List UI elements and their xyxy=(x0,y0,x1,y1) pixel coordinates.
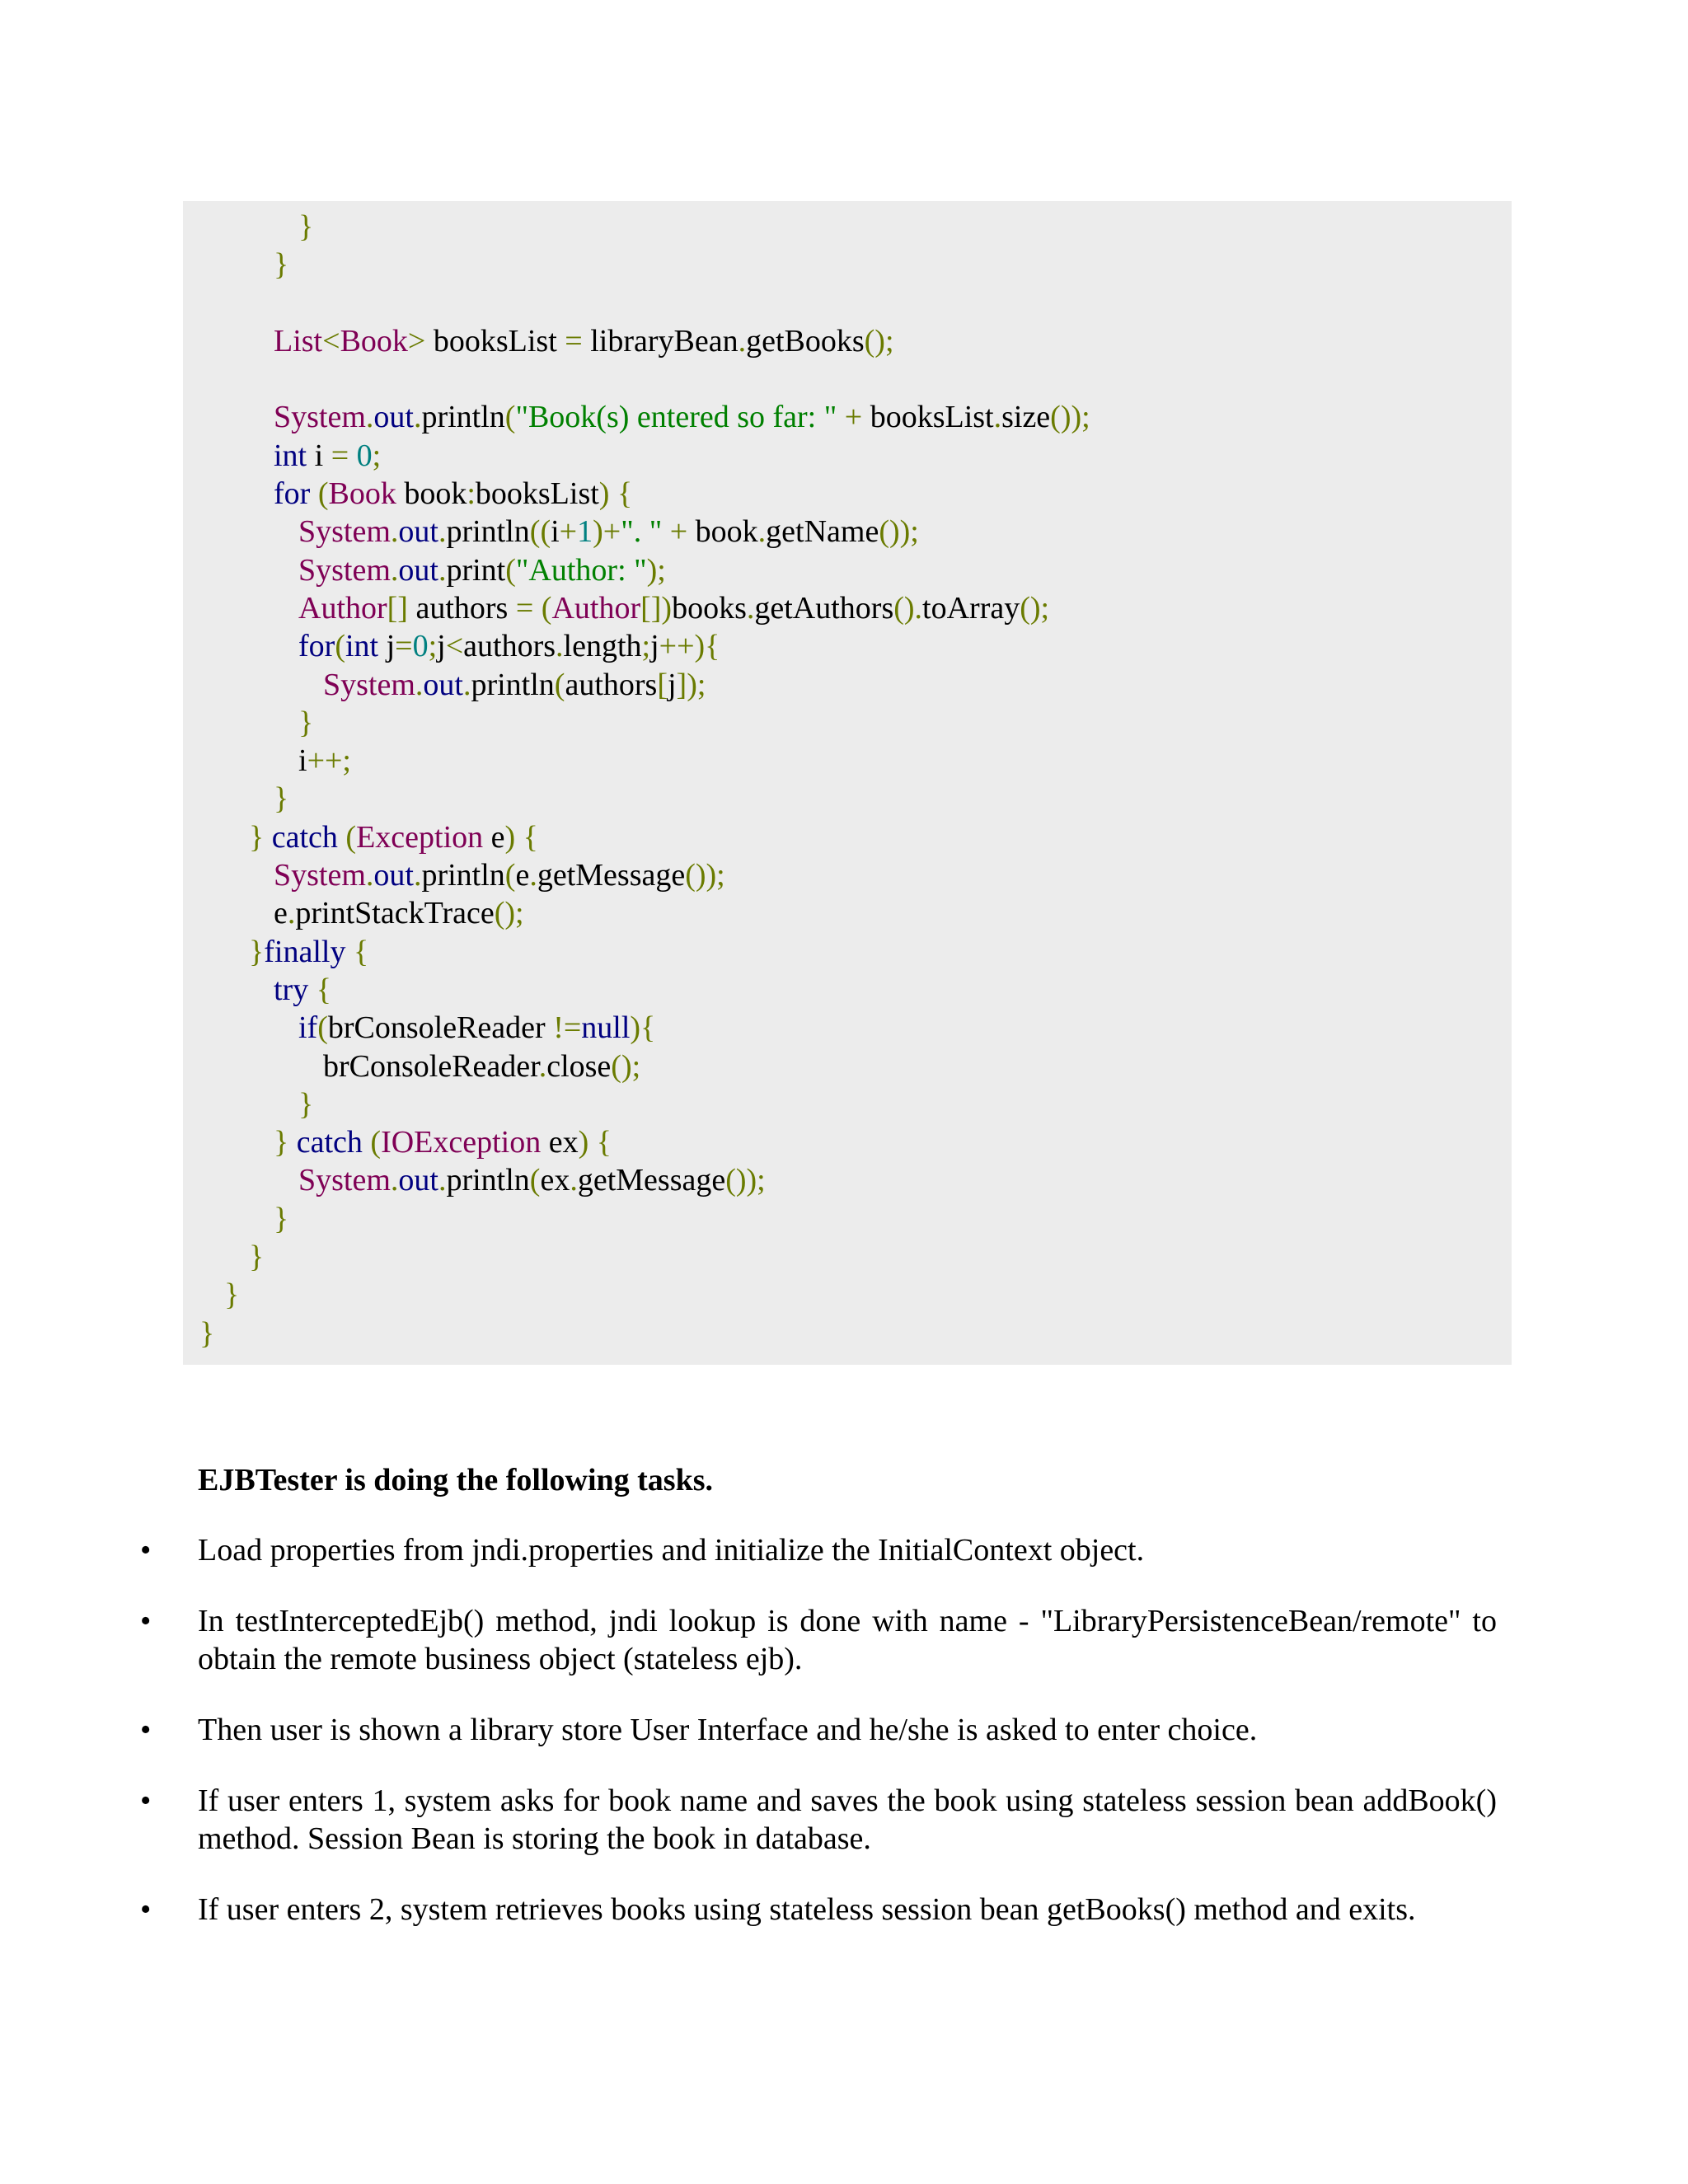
list-item xyxy=(140,1711,1497,1749)
code-token-punctuation: . xyxy=(438,1163,447,1198)
code-line xyxy=(183,894,1512,932)
code-token-punctuation: ( xyxy=(505,552,516,588)
code-token-punctuation: } xyxy=(199,1315,215,1351)
code-listing xyxy=(183,208,1512,1352)
code-token-keyword: out xyxy=(398,514,438,550)
code-token-punctuation: . xyxy=(413,400,422,435)
code-token-keyword: null xyxy=(581,1010,631,1046)
code-token-keyword: out xyxy=(398,1163,438,1198)
code-token-punctuation: } xyxy=(298,209,314,244)
code-token-punctuation: < xyxy=(445,629,464,664)
code-token-punctuation: } xyxy=(224,1277,240,1313)
code-token-type: System xyxy=(298,1163,391,1198)
code-line xyxy=(183,1123,1512,1161)
code-line xyxy=(183,437,1512,475)
code-line xyxy=(183,1200,1512,1238)
code-token-punctuation: } xyxy=(274,1201,289,1236)
code-line xyxy=(183,1238,1512,1276)
code-token-punctuation: . xyxy=(529,858,537,893)
code-token-punctuation: + xyxy=(559,514,578,550)
code-token-plain: booksList xyxy=(425,323,565,359)
code-token-punctuation: . xyxy=(390,552,399,588)
code-token-plain: getMessage xyxy=(537,858,686,893)
code-token-punctuation: < xyxy=(322,323,340,359)
code-token-punctuation: = xyxy=(395,629,413,664)
code-token-punctuation: > xyxy=(407,323,426,359)
code-token-punctuation: [ xyxy=(657,667,668,702)
code-token-punctuation: [] xyxy=(387,590,408,626)
code-token-keyword: int xyxy=(345,629,379,664)
code-line xyxy=(183,513,1512,551)
code-token-plain: length xyxy=(563,629,642,664)
code-token-punctuation: . xyxy=(738,323,747,359)
code-token-plain: print xyxy=(446,552,506,588)
code-token-plain: booksList xyxy=(870,400,994,435)
code-token-punctuation: = xyxy=(331,438,349,473)
code-token-string: "Author: " xyxy=(515,552,647,588)
code-token-punctuation: . xyxy=(390,514,399,550)
code-token-punctuation: []) xyxy=(640,590,673,626)
code-token-type: Author xyxy=(298,590,387,626)
code-token-punctuation: { xyxy=(345,934,369,969)
code-token-punctuation: ( xyxy=(317,1010,328,1046)
code-token-plain: authors xyxy=(407,590,516,626)
code-token-punctuation: . xyxy=(556,629,564,664)
section-heading: EJBTester is doing the following tasks. xyxy=(198,1463,713,1497)
code-line xyxy=(183,551,1512,589)
code-line xyxy=(183,1161,1512,1199)
code-line xyxy=(183,589,1512,627)
code-line xyxy=(183,780,1512,818)
code-token-punctuation: + xyxy=(662,514,696,550)
code-token-type: System xyxy=(274,858,366,893)
code-token-punctuation: (( xyxy=(529,514,551,550)
code-token-punctuation: ++; xyxy=(307,743,351,779)
code-token-plain: e xyxy=(483,819,505,855)
code-token-type: Book xyxy=(340,323,408,359)
code-token-punctuation: . xyxy=(462,667,471,702)
bullet-icon: • xyxy=(140,1892,152,1927)
code-token-plain: libraryBean xyxy=(582,323,738,359)
code-token-punctuation: . xyxy=(993,400,1002,435)
code-token-punctuation: ( xyxy=(362,1125,382,1160)
code-token-plain: j xyxy=(378,629,396,664)
code-token-plain: println xyxy=(446,1163,530,1198)
code-line xyxy=(183,1315,1512,1352)
code-token-plain: book xyxy=(695,514,758,550)
code-token-punctuation: ) { xyxy=(504,819,538,855)
code-token-keyword: try xyxy=(274,972,309,1007)
code-token-punctuation: . xyxy=(287,896,296,931)
code-token-punctuation: ) { xyxy=(598,476,633,512)
code-token-punctuation: } xyxy=(298,1086,314,1122)
code-token-punctuation: ); xyxy=(646,552,666,588)
code-line xyxy=(183,971,1512,1009)
code-token-plain: getAuthors xyxy=(754,590,894,626)
list-item-text: In testInterceptedEjb() method, jndi lookup is done with name - "LibraryPersistenceBean/remote" to obtain the remote business object (stateless ejb). xyxy=(198,1604,1497,1676)
code-line xyxy=(183,1047,1512,1085)
code-token-plain: printStackTrace xyxy=(295,896,495,931)
code-token-plain: ex xyxy=(541,1125,579,1160)
code-token-type: Book xyxy=(328,476,396,512)
code-token-keyword: out xyxy=(423,667,463,702)
list-item-text: If user enters 2, system retrieves books using stateless session bean getBooks() method and exits. xyxy=(198,1892,1416,1927)
code-token-plain: e xyxy=(274,896,288,931)
code-token-plain: toArray xyxy=(922,590,1020,626)
code-token-punctuation: ()); xyxy=(879,514,919,550)
code-token-punctuation: ( xyxy=(337,819,357,855)
code-token-plain: books xyxy=(672,590,747,626)
code-token-keyword: for xyxy=(298,629,335,664)
code-token-punctuation: . xyxy=(365,400,374,435)
code-token-plain: println xyxy=(471,667,555,702)
code-token-punctuation: . xyxy=(438,552,447,588)
bullet-icon: • xyxy=(140,1533,152,1568)
code-line xyxy=(183,398,1512,436)
code-token-punctuation: ){ xyxy=(630,1010,656,1046)
code-line xyxy=(183,284,1512,322)
code-token-punctuation: } xyxy=(274,781,289,817)
code-token-plain: size xyxy=(1001,400,1051,435)
code-token-punctuation: } xyxy=(298,705,314,740)
code-line xyxy=(183,360,1512,398)
code-token-plain: getName xyxy=(766,514,879,550)
code-line xyxy=(183,246,1512,284)
code-token-punctuation: ; xyxy=(641,629,651,664)
code-token-plain: j xyxy=(437,629,446,664)
code-token-punctuation: ]); xyxy=(676,667,706,702)
bullet-icon: • xyxy=(140,1713,152,1747)
code-token-plain: close xyxy=(546,1048,612,1084)
code-line xyxy=(183,475,1512,513)
code-token-plain: ex xyxy=(540,1163,570,1198)
code-line xyxy=(183,208,1512,246)
code-token-punctuation: ; xyxy=(428,629,438,664)
code-line xyxy=(183,818,1512,856)
code-token-plain: i xyxy=(298,743,307,779)
code-token-punctuation: ++){ xyxy=(659,629,720,664)
code-token-type: Exception xyxy=(356,819,484,855)
code-token-keyword: int xyxy=(274,438,307,473)
code-token-punctuation: (). xyxy=(893,590,923,626)
code-token-punctuation: = xyxy=(565,323,583,359)
code-token-keyword: if xyxy=(298,1010,318,1046)
code-line xyxy=(183,1085,1512,1123)
list-item xyxy=(140,1602,1497,1678)
code-token-punctuation: . xyxy=(390,1163,399,1198)
code-token-punctuation: ( xyxy=(335,629,345,664)
code-token-plain: println xyxy=(421,858,505,893)
code-token-type: System xyxy=(274,400,366,435)
code-token-punctuation: (); xyxy=(494,896,524,931)
code-token-punctuation: )+ xyxy=(593,514,621,550)
list-item-text: Then user is shown a library store User Interface and he/she is asked to enter choice. xyxy=(198,1713,1258,1747)
code-token-keyword: for xyxy=(274,476,311,512)
code-token-punctuation: != xyxy=(553,1010,582,1046)
bullet-icon: • xyxy=(140,1604,152,1638)
code-token-punctuation: + xyxy=(837,400,870,435)
task-list xyxy=(140,1531,1497,1961)
code-token-number: 1 xyxy=(577,514,593,550)
code-token-keyword: catch xyxy=(296,1125,363,1160)
code-token-punctuation: ; xyxy=(372,438,382,473)
code-token-punctuation: } xyxy=(249,934,265,969)
code-line xyxy=(183,933,1512,971)
code-token-punctuation: (); xyxy=(1020,590,1050,626)
code-token-type: System xyxy=(323,667,415,702)
code-token-type: System xyxy=(298,552,391,588)
code-token-punctuation: { xyxy=(308,972,331,1007)
code-token-punctuation: ( xyxy=(504,400,516,435)
code-token-number: 0 xyxy=(412,629,429,664)
code-token-plain: e xyxy=(515,858,530,893)
code-token-plain: j xyxy=(667,667,677,702)
code-token-keyword: out xyxy=(373,400,414,435)
bullet-icon: • xyxy=(140,1783,152,1818)
code-token-punctuation: ( xyxy=(529,1163,541,1198)
code-token-punctuation: } xyxy=(274,247,289,283)
code-line xyxy=(183,666,1512,704)
code-token-punctuation: } xyxy=(274,1125,297,1160)
code-token-punctuation: . xyxy=(746,590,755,626)
code-line xyxy=(183,322,1512,360)
code-token-punctuation: (); xyxy=(611,1048,641,1084)
code-line xyxy=(183,1276,1512,1314)
code-token-punctuation: . xyxy=(365,858,374,893)
code-token-punctuation: . xyxy=(415,667,424,702)
code-token-punctuation: . xyxy=(570,1163,578,1198)
code-token-type: Author xyxy=(551,590,641,626)
code-line xyxy=(183,856,1512,894)
code-token-punctuation: } xyxy=(249,1240,265,1275)
code-token-number: 0 xyxy=(349,438,373,473)
list-item-text: Load properties from jndi.properties and initialize the InitialContext object. xyxy=(198,1533,1145,1568)
code-line xyxy=(183,742,1512,780)
list-item xyxy=(140,1891,1497,1929)
code-token-punctuation: ()); xyxy=(725,1163,766,1198)
code-token-punctuation: : xyxy=(467,476,476,512)
code-token-keyword: out xyxy=(373,858,414,893)
code-token-type: IOException xyxy=(381,1125,542,1160)
code-token-keyword: finally xyxy=(264,934,346,969)
code-token-plain: authors xyxy=(463,629,556,664)
code-token-punctuation: ) { xyxy=(578,1125,612,1160)
code-token-plain: println xyxy=(421,400,505,435)
code-token-punctuation: ( xyxy=(310,476,329,512)
code-token-punctuation: . xyxy=(438,514,447,550)
code-token-plain: getMessage xyxy=(577,1163,726,1198)
code-token-plain: i xyxy=(551,514,560,550)
code-token-plain: brConsoleReader xyxy=(323,1048,539,1084)
code-token-plain: i xyxy=(307,438,331,473)
code-line xyxy=(183,1009,1512,1047)
list-item xyxy=(140,1531,1497,1569)
code-token-punctuation: } xyxy=(249,819,272,855)
code-token-punctuation: ( xyxy=(554,667,565,702)
list-item-text: If user enters 1, system asks for book name and saves the book using stateless session bean addBook() method. Session Bean is storing the book in database. xyxy=(198,1783,1497,1856)
code-token-type: List xyxy=(274,323,323,359)
code-block xyxy=(183,201,1512,1365)
code-token-punctuation: = ( xyxy=(515,590,552,626)
code-token-punctuation: ()); xyxy=(1050,400,1090,435)
code-token-punctuation: ()); xyxy=(685,858,725,893)
code-token-punctuation: (); xyxy=(864,323,894,359)
code-token-plain: getBooks xyxy=(746,323,865,359)
code-token-plain: booksList xyxy=(475,476,599,512)
code-token-punctuation: ( xyxy=(504,858,516,893)
code-token-keyword: out xyxy=(398,552,438,588)
code-token-type: System xyxy=(298,514,391,550)
list-item xyxy=(140,1782,1497,1858)
code-token-plain: j xyxy=(650,629,659,664)
code-token-punctuation: . xyxy=(757,514,767,550)
code-token-punctuation: . xyxy=(538,1048,547,1084)
code-token-keyword: catch xyxy=(271,819,338,855)
code-token-string: "Book(s) entered so far: " xyxy=(515,400,837,435)
code-token-plain: brConsoleReader xyxy=(327,1010,554,1046)
code-line xyxy=(183,627,1512,665)
code-token-punctuation: . xyxy=(413,858,422,893)
code-token-plain: book xyxy=(396,476,467,512)
code-token-string: ". " xyxy=(621,514,663,550)
code-token-plain: println xyxy=(446,514,530,550)
code-token-plain: authors xyxy=(565,667,658,702)
code-line xyxy=(183,704,1512,742)
